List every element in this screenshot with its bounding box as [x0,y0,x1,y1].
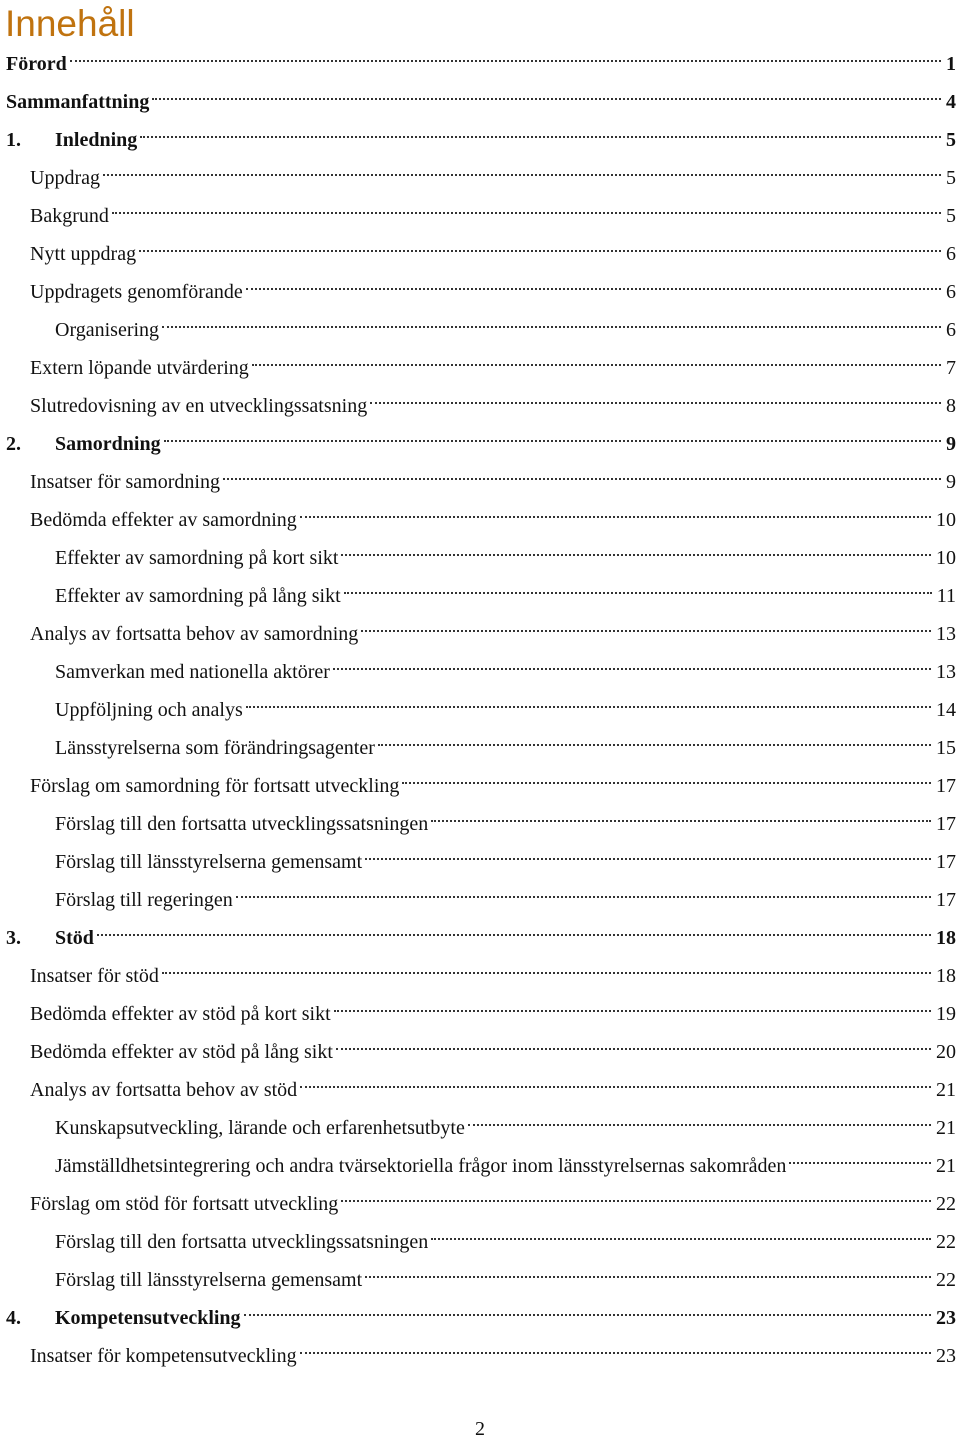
toc-entry[interactable] [0,1302,960,1340]
toc-entry-label: Länsstyrelserna som förändringsagenter [55,737,375,759]
dot-leader [97,934,931,936]
toc-entry[interactable] [0,998,960,1036]
toc-entry-label: Samverkan med nationella aktörer [55,661,330,683]
toc-entry-label: Kompetensutveckling [55,1307,241,1329]
dot-leader [361,630,931,632]
toc-entry-page: 5 [946,205,956,227]
toc-entry[interactable] [0,1340,960,1378]
toc-entry[interactable] [0,352,960,390]
dot-leader [162,972,931,974]
toc-entry-page: 5 [946,167,956,189]
toc-entry-page: 23 [936,1307,956,1329]
toc-entry-label: Slutredovisning av en utvecklingssatsning [30,395,368,417]
dot-leader [344,592,932,594]
toc-entry-label: Nytt uppdrag [30,243,137,265]
toc-entry-page: 8 [946,395,956,417]
toc-entry[interactable] [0,732,960,770]
dot-leader [789,1162,931,1164]
dot-leader [112,212,941,214]
toc-entry-page: 19 [936,1003,956,1025]
toc-entry[interactable] [0,200,960,238]
dot-leader [139,250,941,252]
dot-leader [333,668,931,670]
toc-heading: Innehåll [5,3,135,44]
toc-entry-page: 13 [936,661,956,683]
toc-entry-page: 6 [946,281,956,303]
toc-entry-page: 1 [946,53,956,75]
toc-entry[interactable] [0,466,960,504]
toc-entry[interactable] [0,618,960,656]
toc-entry-page: 17 [936,851,956,873]
dot-leader [431,1238,931,1240]
toc-entry-label: Extern löpande utvärdering [30,357,249,379]
toc-entry-page: 22 [936,1193,956,1215]
toc-entry-page: 18 [936,965,956,987]
dot-leader [300,516,931,518]
toc-entry-label: Förslag till länsstyrelserna gemensamt [55,851,363,873]
toc-entry-page: 22 [936,1269,956,1291]
toc-entry-label: Analys av fortsatta behov av stöd [30,1079,298,1101]
toc-entry-page: 11 [936,585,956,607]
toc-entry-label: Kunskapsutveckling, lärande och erfarenhetsutbyte [55,1117,465,1139]
dot-leader [365,1276,931,1278]
dot-leader [140,136,941,138]
toc-entry[interactable] [0,922,960,960]
toc-entry-label: Jämställdhetsintegrering och andra tvärsektoriella frågor inom länsstyrelsernas sakområden [55,1155,787,1177]
toc-entry-page: 20 [936,1041,956,1063]
toc-entry-number: 1. [6,129,21,151]
toc-entry-number: 4. [6,1307,21,1329]
toc-entry-label: Analys av fortsatta behov av samordning [30,623,359,645]
toc-entry-label: Sammanfattning [6,91,150,113]
toc-entry-page: 17 [936,813,956,835]
dot-leader [341,1200,931,1202]
toc-entry[interactable] [0,884,960,922]
toc-entry[interactable] [0,1074,960,1112]
toc-entry-page: 21 [936,1079,956,1101]
toc-entry-page: 21 [936,1117,956,1139]
toc-entry[interactable] [0,276,960,314]
toc-entry-page: 9 [946,433,956,455]
toc-entry-label: Förslag till den fortsatta utvecklingssatsningen [55,813,429,835]
toc-entry[interactable] [0,428,960,466]
toc-entry-page: 18 [936,927,956,949]
toc-entry-label: Organisering [55,319,160,341]
toc-entry-label: Inledning [55,129,138,151]
dot-leader [300,1086,931,1088]
toc-entry[interactable] [0,580,960,618]
toc-entry-page: 14 [936,699,956,721]
toc-entry[interactable] [0,314,960,352]
toc-entry-label: Uppdrag [30,167,100,189]
toc-entry[interactable] [0,846,960,884]
toc-entry-page: 6 [946,243,956,265]
dot-leader [431,820,931,822]
toc-entry-page: 23 [936,1345,956,1367]
toc-entry-label: Förslag till regeringen [55,889,233,911]
toc-entry[interactable] [0,124,960,162]
toc-entry[interactable] [0,1112,960,1150]
toc-entry-page: 10 [936,547,956,569]
toc-entry[interactable] [0,808,960,846]
toc-entry-label: Insatser för samordning [30,471,220,493]
toc-entry[interactable] [0,1226,960,1264]
toc-entry-label: Bedömda effekter av stöd på kort sikt [30,1003,331,1025]
dot-leader [162,326,941,328]
toc-entry-label: Insatser för stöd [30,965,159,987]
toc-entry-page: 15 [936,737,956,759]
dot-leader [103,174,941,176]
toc-entry-label: Förslag om stöd för fortsatt utveckling [30,1193,339,1215]
dot-leader [244,1314,931,1316]
toc-entry[interactable] [0,960,960,998]
page-number: 2 [475,1418,485,1440]
dot-leader [370,402,941,404]
toc-entry-label: Bedömda effekter av stöd på lång sikt [30,1041,333,1063]
toc-entry-page: 10 [936,509,956,531]
toc-entry-label: Bakgrund [30,205,109,227]
toc-entry[interactable] [0,390,960,428]
toc-entry[interactable] [0,504,960,542]
dot-leader [402,782,931,784]
toc-entry-page: 6 [946,319,956,341]
toc-entry[interactable] [0,656,960,694]
toc-entry[interactable] [0,1264,960,1302]
toc-entry[interactable] [0,1188,960,1226]
dot-leader [334,1010,931,1012]
dot-leader [223,478,941,480]
toc-entry-label: Effekter av samordning på kort sikt [55,547,339,569]
dot-leader [378,744,931,746]
toc-entry-label: Insatser för kompetensutveckling [30,1345,297,1367]
dot-leader [300,1352,931,1354]
dot-leader [246,288,941,290]
toc-entry-page: 21 [936,1155,956,1177]
dot-leader [70,60,941,62]
toc-entry-page: 4 [946,91,956,113]
toc-entry[interactable] [0,238,960,276]
dot-leader [164,440,941,442]
toc-entry-page: 5 [946,129,956,151]
toc-entry-page: 17 [936,889,956,911]
toc-entry-page: 17 [936,775,956,797]
toc-entry-label: Uppföljning och analys [55,699,243,721]
toc-entry-label: Samordning [55,433,161,455]
dot-leader [252,364,941,366]
toc-entry[interactable] [0,1150,960,1188]
toc-entry[interactable] [0,86,960,124]
dot-leader [336,1048,931,1050]
toc-entry-label: Förord [6,53,67,75]
toc-entry-page: 22 [936,1231,956,1253]
toc-entry-label: Stöd [55,927,94,949]
dot-leader [341,554,931,556]
toc-entry-page: 13 [936,623,956,645]
toc-entry-label: Bedömda effekter av samordning [30,509,297,531]
toc-entry[interactable] [0,770,960,808]
dot-leader [236,896,931,898]
toc-entry-label: Förslag om samordning för fortsatt utveckling [30,775,400,797]
dot-leader [468,1124,931,1126]
toc-entry[interactable] [0,162,960,200]
toc-entry-number: 3. [6,927,21,949]
toc-entry[interactable] [0,48,960,86]
dot-leader [365,858,931,860]
toc-entry-page: 9 [946,471,956,493]
toc-entry-label: Förslag till den fortsatta utvecklingssatsningen [55,1231,429,1253]
toc-entry[interactable] [0,542,960,580]
toc-entry-label: Förslag till länsstyrelserna gemensamt [55,1269,363,1291]
toc-entry-number: 2. [6,433,21,455]
toc-entry-page: 7 [946,357,956,379]
toc-entry[interactable] [0,1036,960,1074]
toc-entry-label: Uppdragets genomförande [30,281,243,303]
dot-leader [246,706,931,708]
toc-entry-label: Effekter av samordning på lång sikt [55,585,341,607]
dot-leader [152,98,941,100]
toc-entry[interactable] [0,694,960,732]
